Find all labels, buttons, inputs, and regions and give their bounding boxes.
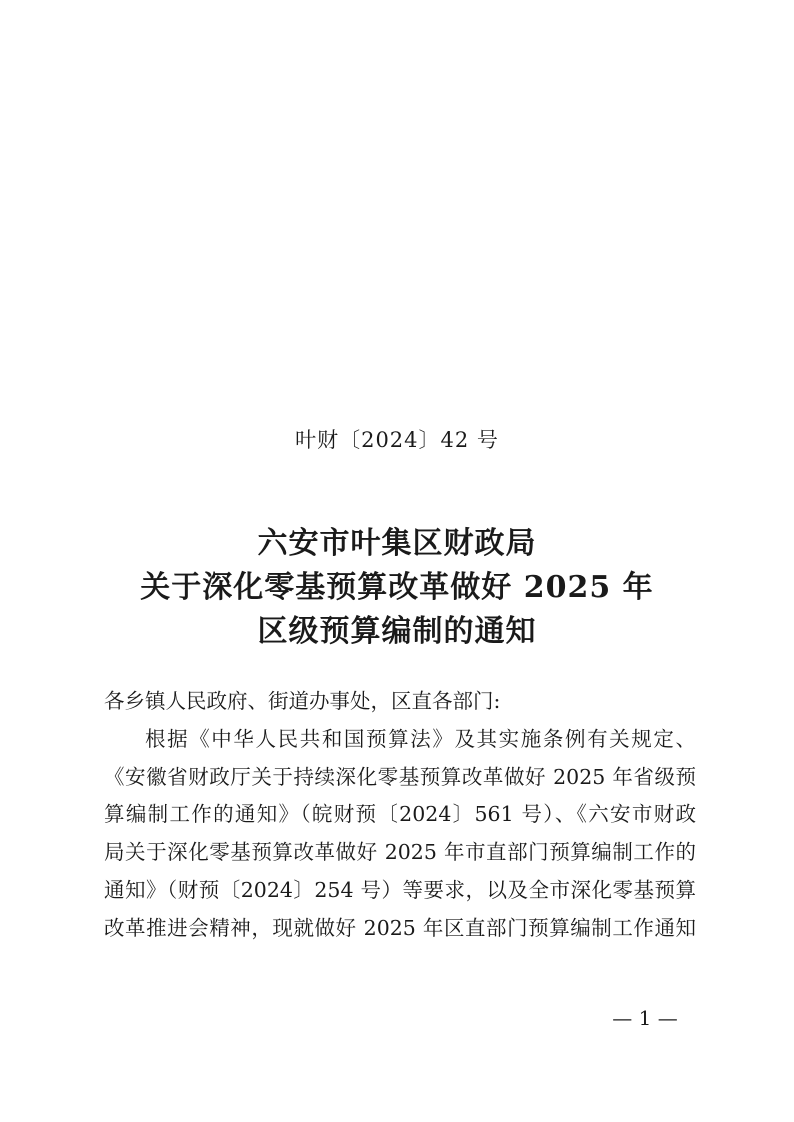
title-line-1: 六安市叶集区财政局 <box>257 526 537 561</box>
salutation: 各乡镇人民政府、街道办事处，区直各部门: <box>104 689 501 713</box>
document-title <box>0 522 794 654</box>
title-line-3: 区级预算编制的通知 <box>257 614 537 649</box>
body-line-5: 通知》（财预〔2024〕254 号）等要求，以及全市深化零基预算 <box>104 877 696 902</box>
title-line-2: 关于深化零基预算改革做好 2025 年 <box>140 570 654 605</box>
body-line-3: 算编制工作的通知》（皖财预〔2024〕561 号）、《六安市财政 <box>104 802 696 827</box>
body-line-4: 局关于深化零基预算改革做好 2025 年市直部门预算编制工作的 <box>104 840 696 865</box>
body-line-2: 《安徽省财政厅关于持续深化零基预算改革做好 2025 年省级预 <box>104 764 696 789</box>
body-line-1: 根据《中华人民共和国预算法》及其实施条例有关规定、 <box>145 726 696 751</box>
document-body <box>104 683 696 948</box>
body-line-6: 改革推进会精神，现就做好 2025 年区直部门预算编制工作通知 <box>104 915 696 940</box>
document-number: 叶财〔2024〕42 号 <box>295 428 499 452</box>
page-number: — 1 — <box>612 1006 678 1030</box>
